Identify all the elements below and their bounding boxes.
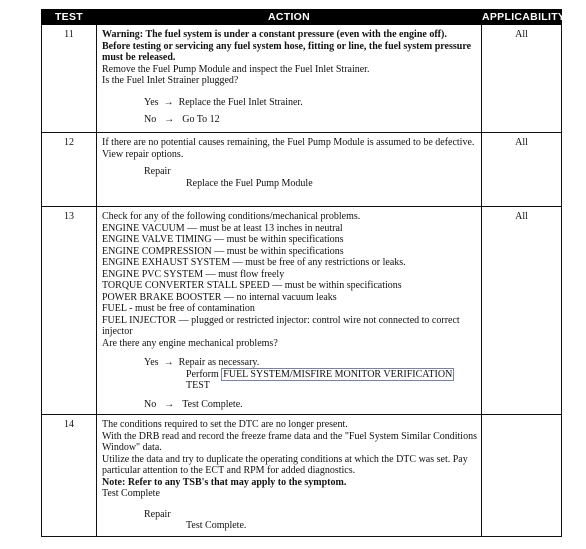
applicability-cell <box>482 415 562 537</box>
yes-result: Replace the Fuel Inlet Strainer. <box>178 96 303 108</box>
table-header-row <box>42 10 562 25</box>
test-number: 13 <box>42 207 97 415</box>
action-cell <box>97 25 482 133</box>
condition-line: FUEL - must be free of contamination <box>102 303 255 314</box>
header-action: ACTION <box>97 10 482 25</box>
perform-label: Perform <box>186 368 219 380</box>
action-line: Remove the Fuel Pump Module and inspect the Fuel Inlet Strainer. <box>102 63 370 75</box>
test-number: 14 <box>42 415 97 537</box>
no-result[interactable]: Go To 12 <box>182 114 220 125</box>
header-applicability: APPLICABILITY <box>482 11 566 23</box>
applicability-cell: All <box>482 207 562 415</box>
condition-line: ENGINE COMPRESSION — must be within specifications <box>102 245 344 257</box>
warning-text: Warning: The fuel system is under a constant pressure (even with the engine off). Before testing or servicing any fuel system hose, fitting or line, the fuel system pressure must be released. <box>102 29 472 63</box>
condition-line: Check for any of the following conditions/mechanical problems. <box>102 211 361 222</box>
repair-label: Repair <box>144 166 171 177</box>
action-cell <box>97 133 482 207</box>
diagnostic-table <box>41 9 566 537</box>
yes-label: Yes <box>144 96 159 108</box>
arrow-icon: → <box>164 114 175 125</box>
condition-line: ENGINE VACUUM — must be at least 13 inches in neutral <box>102 222 343 234</box>
condition-line: POWER BRAKE BOOSTER — no internal vacuum leaks <box>102 291 337 303</box>
condition-line: ENGINE EXHAUST SYSTEM — must be free of any restrictions or leaks. <box>102 257 406 268</box>
arrow-icon: → <box>163 357 174 368</box>
perform-line <box>102 369 477 381</box>
repair-text: Replace the Fuel Pump Module <box>186 177 313 189</box>
applicability-cell: All <box>482 25 562 133</box>
action-text: With the DRB read and record the freeze frame data and the "Fuel System Similar Conditions Window" data. <box>102 430 477 453</box>
action-line: View repair options. <box>102 148 184 160</box>
no-label: No <box>144 114 157 125</box>
table-row-test-13 <box>42 207 562 415</box>
no-option <box>102 399 477 411</box>
condition-line: ENGINE VALVE TIMING — must be within specifications <box>102 234 344 245</box>
action-line: The conditions required to set the DTC are no longer present. <box>102 419 348 430</box>
applicability-cell: All <box>482 133 562 207</box>
perform-tail: TEST <box>186 380 210 391</box>
header-test: TEST <box>42 10 97 25</box>
action-text: If there are no potential causes remaining, the Fuel Pump Module is assumed to be defective. <box>102 137 475 148</box>
action-question: Are there any engine mechanical problems? <box>102 337 278 349</box>
note-text: Note: Refer to any TSB's that may apply to the symptom. <box>102 476 347 488</box>
action-question: Is the Fuel Inlet Strainer plugged? <box>102 75 239 86</box>
action-text: Utilize the data and try to duplicate the operating conditions at which the DTC was set. Pay particular attention to the ECT and RPM for added diagnostics. <box>102 453 468 476</box>
table-row-test-12 <box>42 133 562 207</box>
no-result: Test Complete. <box>182 398 243 410</box>
table-row-test-14 <box>42 415 562 537</box>
no-option <box>102 114 477 126</box>
fuel-system-test-link[interactable]: FUEL SYSTEM/MISFIRE MONITOR VERIFICATION <box>223 368 453 380</box>
test-number: 11 <box>42 25 97 133</box>
yes-label: Yes <box>144 357 159 368</box>
no-label: No <box>144 398 157 410</box>
condition-line: ENGINE PVC SYSTEM — must flow freely <box>102 268 285 280</box>
repair-text: Test Complete. <box>186 520 247 531</box>
yes-result: Repair as necessary. <box>178 357 260 368</box>
yes-option <box>102 97 477 109</box>
action-line: Test Complete <box>102 488 160 499</box>
condition-line: TORQUE CONVERTER STALL SPEED — must be within specifications <box>102 280 402 291</box>
yes-option <box>102 357 477 369</box>
repair-label: Repair <box>144 508 171 520</box>
arrow-icon: → <box>163 96 174 108</box>
table-row-test-11 <box>42 25 562 133</box>
action-cell <box>97 415 482 537</box>
arrow-icon: → <box>164 398 175 410</box>
test-number: 12 <box>42 133 97 207</box>
action-cell <box>97 207 482 415</box>
condition-line: FUEL INJECTOR — plugged or restricted injector: control wire not connected to correct injector <box>102 314 460 337</box>
